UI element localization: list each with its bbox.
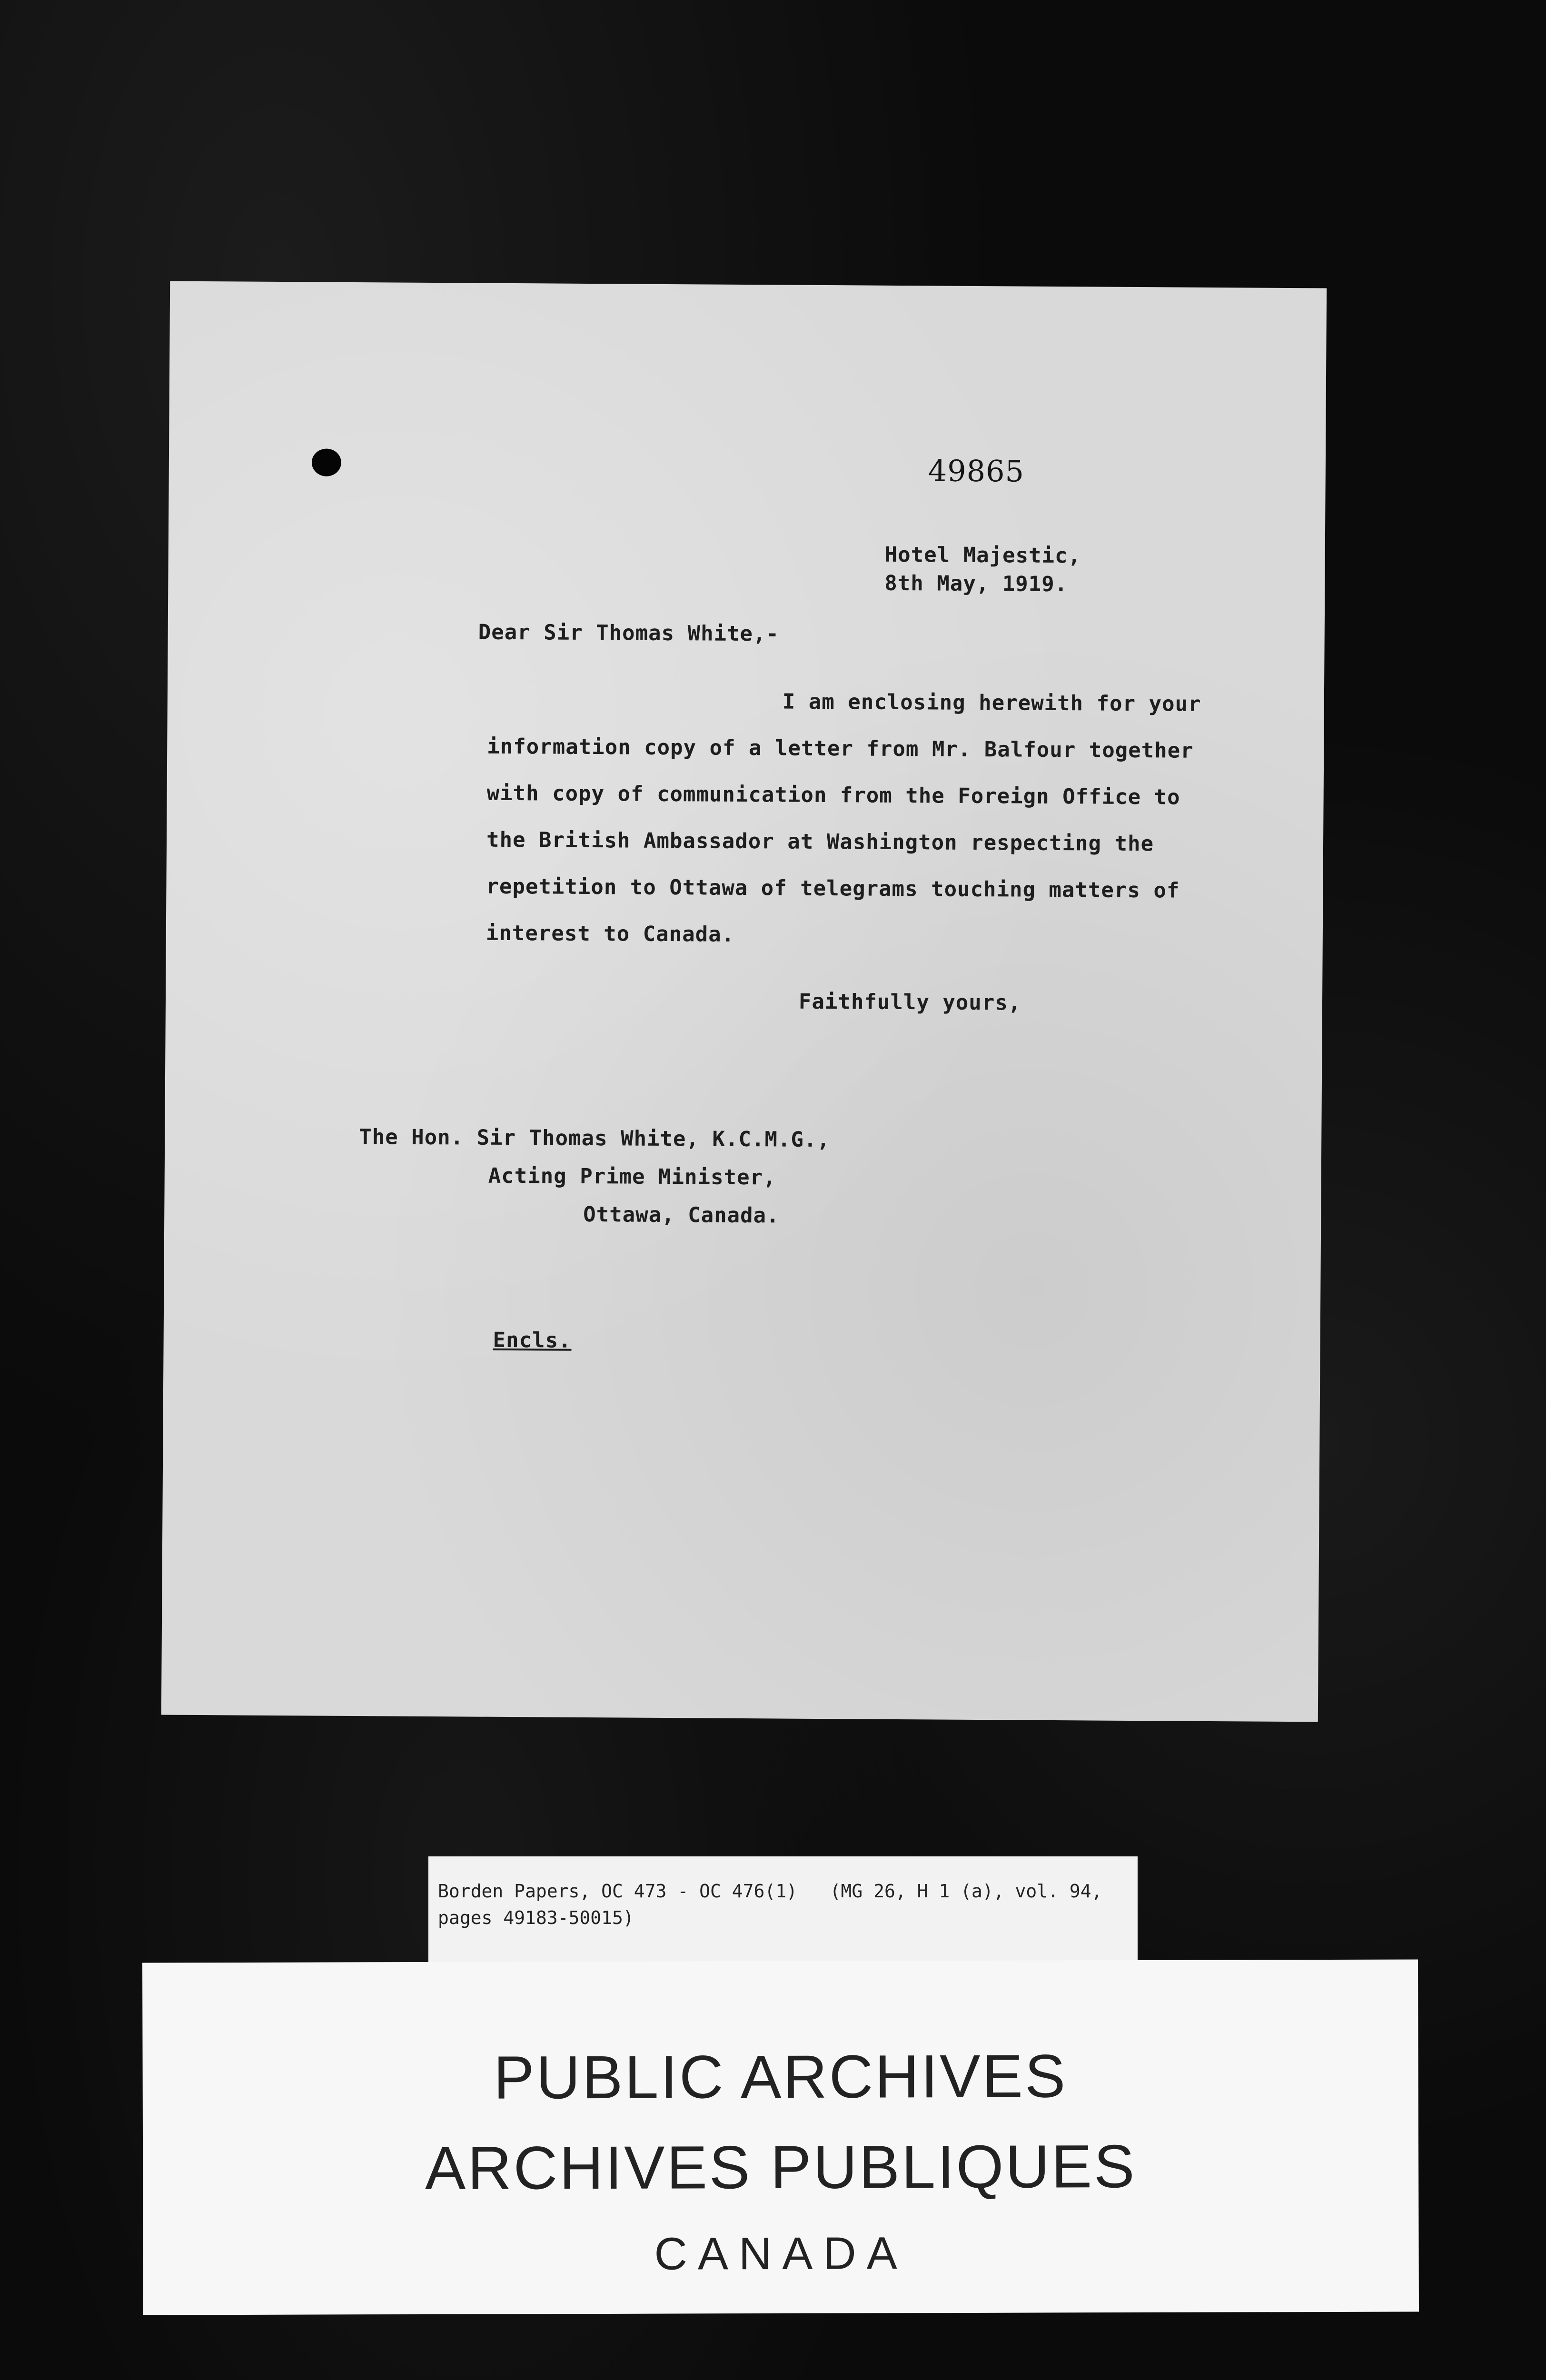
archives-card [142,1959,1419,2315]
recipient-address-line: The Hon. Sir Thomas White, K.C.M.G., [359,1125,831,1152]
letter-body-line: I am enclosing herewith for your [782,689,1201,716]
letter-page [161,281,1327,1722]
reference-text: Borden Papers, OC 473 - OC 476(1) (MG 26, H 1 (a), vol. 94, pages 49183-50015) [438,1881,1113,1928]
enclosure-note: Encls. [493,1328,572,1353]
archives-card-title-en: PUBLIC ARCHIVES [493,2042,1068,2112]
recipient-address-line: Ottawa, Canada. [583,1202,780,1228]
letter-body-line: the British Ambassador at Washington respecting the [486,827,1154,856]
letter-closing: Faithfully yours, [798,989,1021,1015]
recipient-address-line: Acting Prime Minister, [488,1163,776,1190]
reference-slip [428,1856,1138,1975]
letter-body-line: with copy of communication from the Foreign Office to [486,781,1180,810]
punch-hole [312,448,341,476]
archives-card-title-fr: ARCHIVES PUBLIQUES [425,2132,1137,2202]
document-number: 49865 [928,453,1025,489]
letter-body-line: information copy of a letter from Mr. Balfour together [487,734,1194,763]
letter-location: Hotel Majestic, [884,542,1081,568]
letter-body-line: interest to Canada. [486,921,735,947]
letter-body-line: repetition to Ottawa of telegrams touching matters of [486,874,1180,903]
archives-card-country: CANADA [654,2228,908,2280]
letter-date: 8th May, 1919. [884,571,1068,597]
letter-salutation: Dear Sir Thomas White,- [478,620,780,646]
